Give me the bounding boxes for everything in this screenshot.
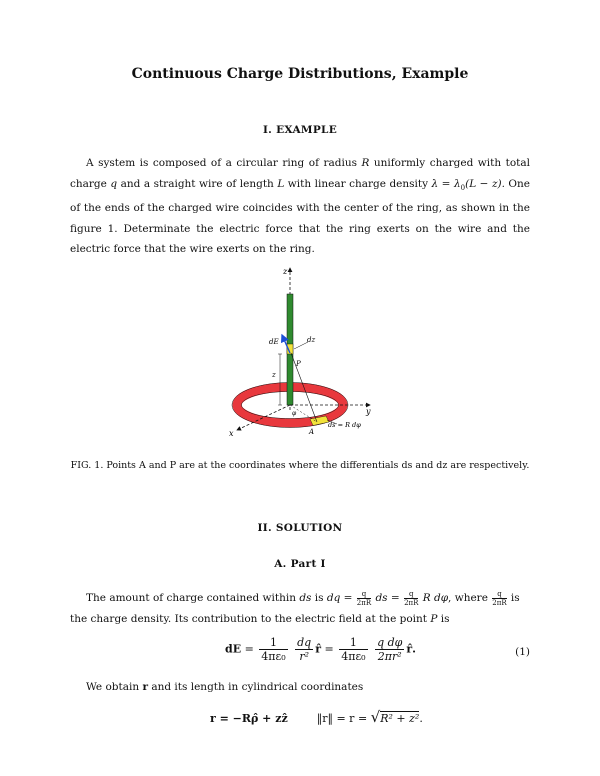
z-axis-label: z [283, 267, 288, 276]
dE-label: dE [269, 338, 279, 346]
section-heading-solution: II. SOLUTION [257, 522, 343, 534]
document-title: Continuous Charge Distributions, Example [131, 66, 469, 82]
problem-statement: A system is composed of a circular ring of radius R uniformly charged with total charge q and a straight wire of length L with linear charge density $\lambda = \lambda_0(L - z)$. One of the ends of the charged wire coincides with the center of the ring, as shown in the figure 1. Determinate the electric force that the ring exerts on the wire and the electric force that the wire exerts on the ring. [70, 157, 530, 256]
figure-caption: FIG. 1. Points A and P are at the coordinates where the differentials ds and dz are respectively. [70, 460, 530, 471]
section-heading-example: I. EXAMPLE [262, 124, 338, 136]
equation-1-number: (1) [515, 646, 530, 658]
dz-label: dz [307, 336, 316, 344]
phi-label: φ [292, 410, 297, 417]
equation-1: dE = $\frac{1}{\text{4πε₀}}$ $\frac{dq}{\text{r²}}$ r̂ = $\frac{1}{\text{4πε₀}}$ $\frac{\text{q dφ}}{\text{2πr²}}$ r̂. [225, 636, 417, 663]
equation-2: r = −Rρ̂ + zẑ ‖r‖ = r = √R² + z². [210, 708, 423, 726]
dz-leader [294, 342, 308, 349]
subsection-heading-part-i: A. Part I [274, 558, 326, 570]
y-axis-label: y [366, 407, 371, 416]
ds-label: ds = R dφ [328, 421, 361, 429]
ring-wire-figure [195, 262, 415, 442]
z-height-label: z [272, 371, 276, 379]
P-label: P [296, 360, 301, 368]
cylindrical-coordinates-paragraph: We obtain r and its length in cylindrical coordinates [86, 681, 364, 693]
fraction-q-over-2piR: $\frac{q}{2\pi R}$ [356, 589, 372, 607]
charge-density-paragraph: The amount of charge contained within ds is dq = $\frac{q}{2\pi R}$ ds = $\frac{q}{2\pi R}$ R dφ, where $\frac{q}{2\pi R}$ is the charge density. Its contribution to the electric field at the point P is [70, 589, 520, 625]
A-label: A [309, 428, 315, 436]
fraction-q-over-2piR-3: $\frac{q}{2\pi R}$ [492, 589, 507, 607]
fraction-q-over-2piR-2: $\frac{q}{2\pi R}$ [404, 589, 419, 607]
x-axis-label: x [229, 429, 234, 438]
